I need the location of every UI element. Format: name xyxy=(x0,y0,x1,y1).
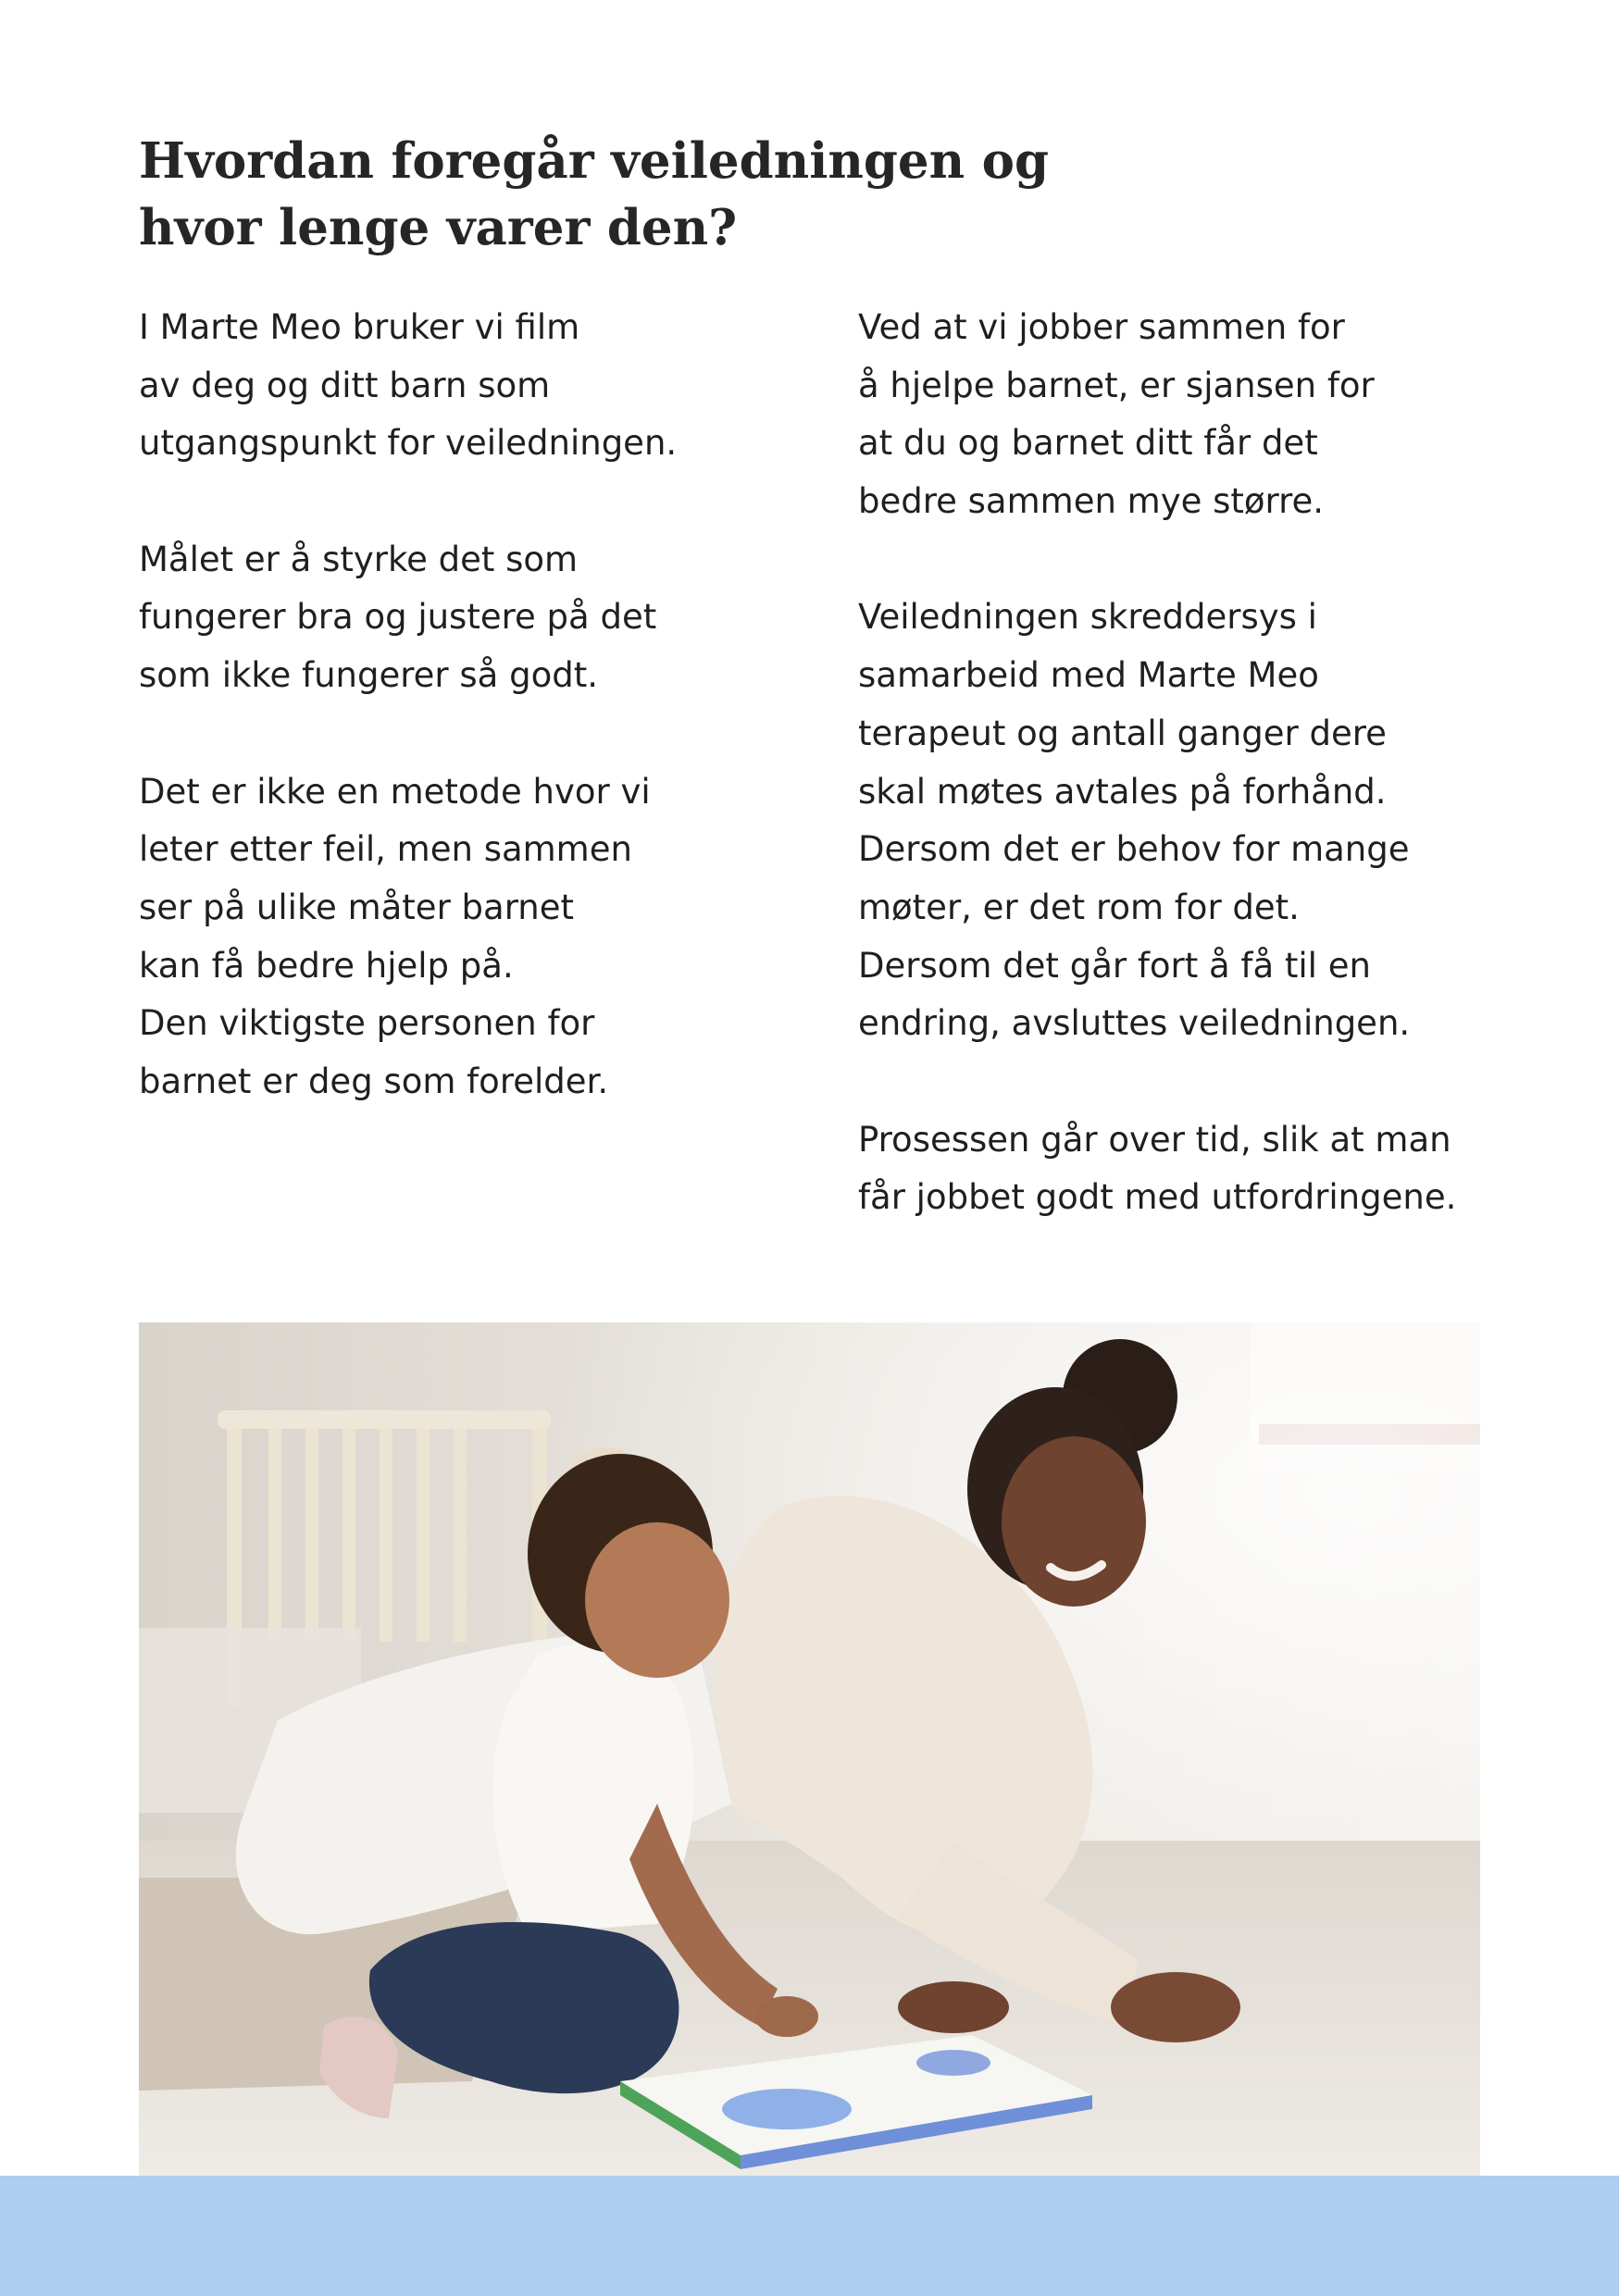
mother-and-child-photo xyxy=(139,1322,1480,2176)
text-line: Dersom det er behov for mange xyxy=(858,829,1410,870)
paragraph-process xyxy=(858,1111,1525,1227)
text-line: samarbeid med Marte Meo xyxy=(858,655,1319,696)
paragraph-goal xyxy=(139,531,787,705)
left-text-column xyxy=(139,299,787,1111)
text-line: leter etter feil, men sammen xyxy=(139,829,632,870)
text-line: ser på ulike måter barnet xyxy=(139,887,574,927)
text-line: av deg og ditt barn som xyxy=(139,365,551,405)
text-line: utgangspunkt for veiledningen. xyxy=(139,423,678,464)
text-line: Målet er å styrke det som xyxy=(139,539,579,579)
text-line: får jobbet godt med utfordringene. xyxy=(858,1177,1457,1218)
text-line: fungerer bra og justere på det xyxy=(139,597,657,638)
text-line: Prosessen går over tid, slik at man xyxy=(858,1119,1451,1160)
text-line: å hjelpe barnet, er sjansen for xyxy=(858,365,1375,405)
text-line: terapeut og antall ganger dere xyxy=(858,713,1387,753)
text-line: Veiledningen skreddersys i xyxy=(858,597,1317,638)
text-line: som ikke fungerer så godt. xyxy=(139,655,598,696)
paragraph-tailored xyxy=(858,589,1525,1053)
text-line: Ved at vi jobber sammen for xyxy=(858,307,1345,347)
text-line: møter, er det rom for det. xyxy=(858,887,1300,927)
text-line: at du og barnet ditt får det xyxy=(858,423,1318,464)
footer-band xyxy=(0,2176,1619,2296)
text-line: I Marte Meo bruker vi film xyxy=(139,307,580,347)
text-line: barnet er deg som forelder. xyxy=(139,1061,609,1101)
paragraph-method xyxy=(139,763,787,1111)
text-line: bedre sammen mye større. xyxy=(858,481,1325,522)
text-line: kan få bedre hjelp på. xyxy=(139,945,514,986)
page-title xyxy=(139,128,1065,261)
text-line: skal møtes avtales på forhånd. xyxy=(858,771,1387,812)
text-line: Det er ikke en metode hvor vi xyxy=(139,771,651,812)
page-title-line-2: hvor lenge varer den? xyxy=(139,199,738,256)
right-text-column xyxy=(858,299,1525,1227)
page-title-line-1: Hvordan foregår veiledningen og xyxy=(139,132,1050,190)
paragraph-film xyxy=(139,299,787,473)
text-line: Den viktigste personen for xyxy=(139,1003,595,1044)
paragraph-together xyxy=(858,299,1525,531)
text-line: Dersom det går fort å få til en xyxy=(858,945,1371,986)
text-line: endring, avsluttes veiledningen. xyxy=(858,1003,1411,1044)
